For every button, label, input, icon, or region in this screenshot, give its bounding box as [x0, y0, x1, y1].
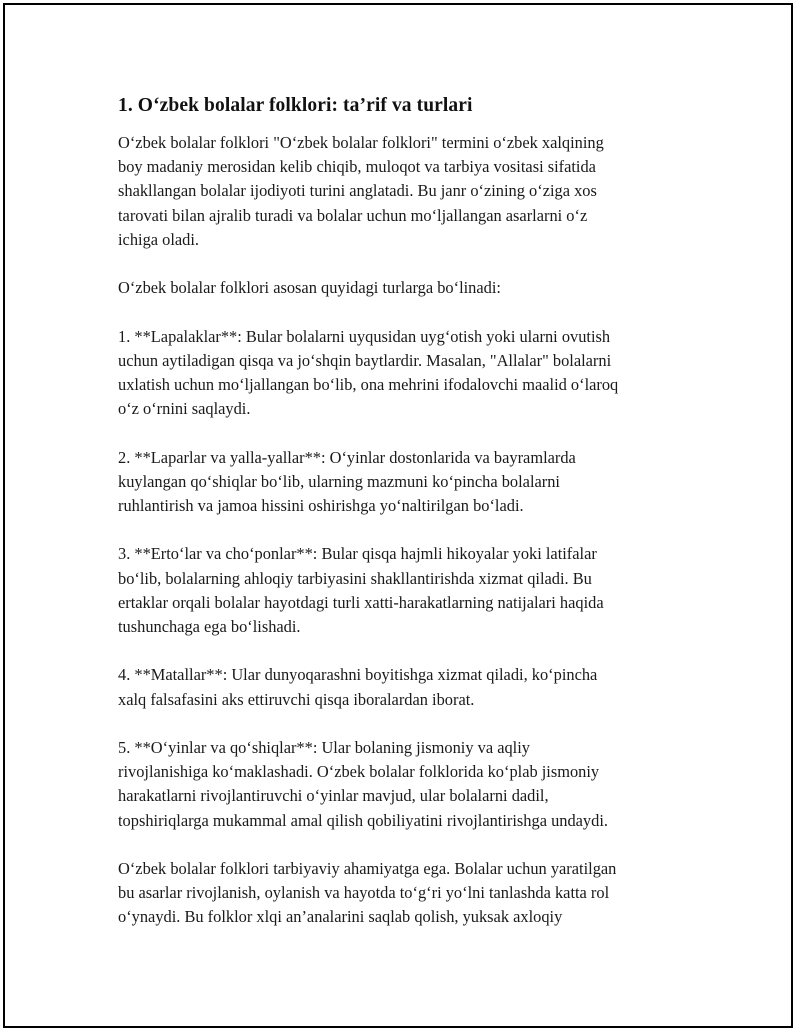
- text-line: o‘z o‘rnini saqlaydi.: [118, 399, 251, 419]
- text-line: 4. **Matallar**: Ular dunyoqarashni boyitishga xizmat qiladi, ko‘pincha: [118, 665, 598, 685]
- text-line: harakatlarni rivojlantiruvchi o‘yinlar mavjud, ular bolalarni dadil,: [118, 786, 549, 806]
- text-line: topshiriqlarga mukammal amal qilish qobiliyatini rivojlantirishga undaydi.: [118, 810, 608, 830]
- text-line: 1. **Lapalaklar**: Bular bolalarni uyqusidan uyg‘otish yoki ularni ovutish: [118, 326, 611, 346]
- text-line: uxlatish uchun mo‘ljallangan bo‘lib, ona mehrini ifodalovchi maalid o‘laroq: [118, 375, 619, 394]
- text-line: O‘zbek bolalar folklori tarbiyaviy ahamiyatga ega. Bolalar uchun yaratilgan: [118, 858, 617, 878]
- text-line: bo‘lib, bolalarning ahloqiy tarbiyasini shakllantirishda xizmat qiladi. Bu: [118, 568, 592, 588]
- text-line: O‘zbek bolalar folklori "O‘zbek bolalar folklori" termini o‘zbek xalqining: [118, 133, 604, 152]
- text-line: tarovati bilan ajralib turadi va bolalar uchun mo‘ljallangan asarlarni o‘z: [118, 205, 588, 225]
- text-line: ertaklar orqali bolalar hayotdagi turli xatti-harakatlarning natijalari haqida: [118, 592, 604, 612]
- document-body: [118, 93, 698, 954]
- text-line: uchun aytiladigan qisqa va jo‘shqin baytlardir. Masalan, "Allalar" bolalarni: [118, 350, 612, 370]
- paragraph: [118, 131, 698, 252]
- text-line: bu asarlar rivojlanish, oylanish va hayotda to‘g‘ri yo‘lni tanlashda katta rol: [118, 883, 610, 903]
- paragraph-list: [118, 131, 698, 930]
- paragraph: [118, 857, 698, 930]
- text-line: xalq falsafasini aks ettiruvchi qisqa iboralardan iborat.: [118, 689, 475, 709]
- paragraph: [118, 542, 698, 639]
- text-line: ruhlantirish va jamoa hissini oshirishga yo‘naltirilgan bo‘ladi.: [118, 496, 524, 515]
- text-line: rivojlanishiga ko‘maklashadi. O‘zbek bolalar folklorida ko‘plab jismoniy: [118, 762, 600, 782]
- section-heading: 1. O‘zbek bolalar folklori: ta’rif va turlari: [118, 95, 473, 116]
- paragraph: [118, 663, 698, 711]
- paragraph: [118, 736, 698, 833]
- text-line: tushunchaga ega bo‘lishadi.: [118, 617, 301, 636]
- text-line: o‘ynaydi. Bu folklor xlqi an’analarini saqlab qolish, yuksak axloqiy: [118, 907, 563, 927]
- text-line: shakllangan bolalar ijodiyoti turini anglatadi. Bu janr o‘zining o‘ziga xos: [118, 181, 597, 201]
- text-line: kuylangan qo‘shiqlar bo‘lib, ularning mazmuni ko‘pincha bolalarni: [118, 471, 560, 491]
- text-line: 3. **Erto‘lar va cho‘ponlar**: Bular qisqa hajmli hikoyalar yoki latifalar: [118, 544, 597, 564]
- text-line: 2. **Laparlar va yalla-yallar**: O‘yinlar dostonlarida va bayramlarda: [118, 447, 576, 467]
- paragraph: [118, 446, 698, 519]
- paragraph: [118, 325, 698, 422]
- text-line: ichiga oladi.: [118, 229, 200, 249]
- text-line: 5. **O‘yinlar va qo‘shiqlar**: Ular bolaning jismoniy va aqliy: [118, 737, 530, 757]
- text-line: boy madaniy merosidan kelib chiqib, muloqot va tarbiya vositasi sifatida: [118, 157, 596, 177]
- paragraph: [118, 276, 698, 300]
- text-line: O‘zbek bolalar folklori asosan quyidagi turlarga bo‘linadi:: [118, 278, 501, 298]
